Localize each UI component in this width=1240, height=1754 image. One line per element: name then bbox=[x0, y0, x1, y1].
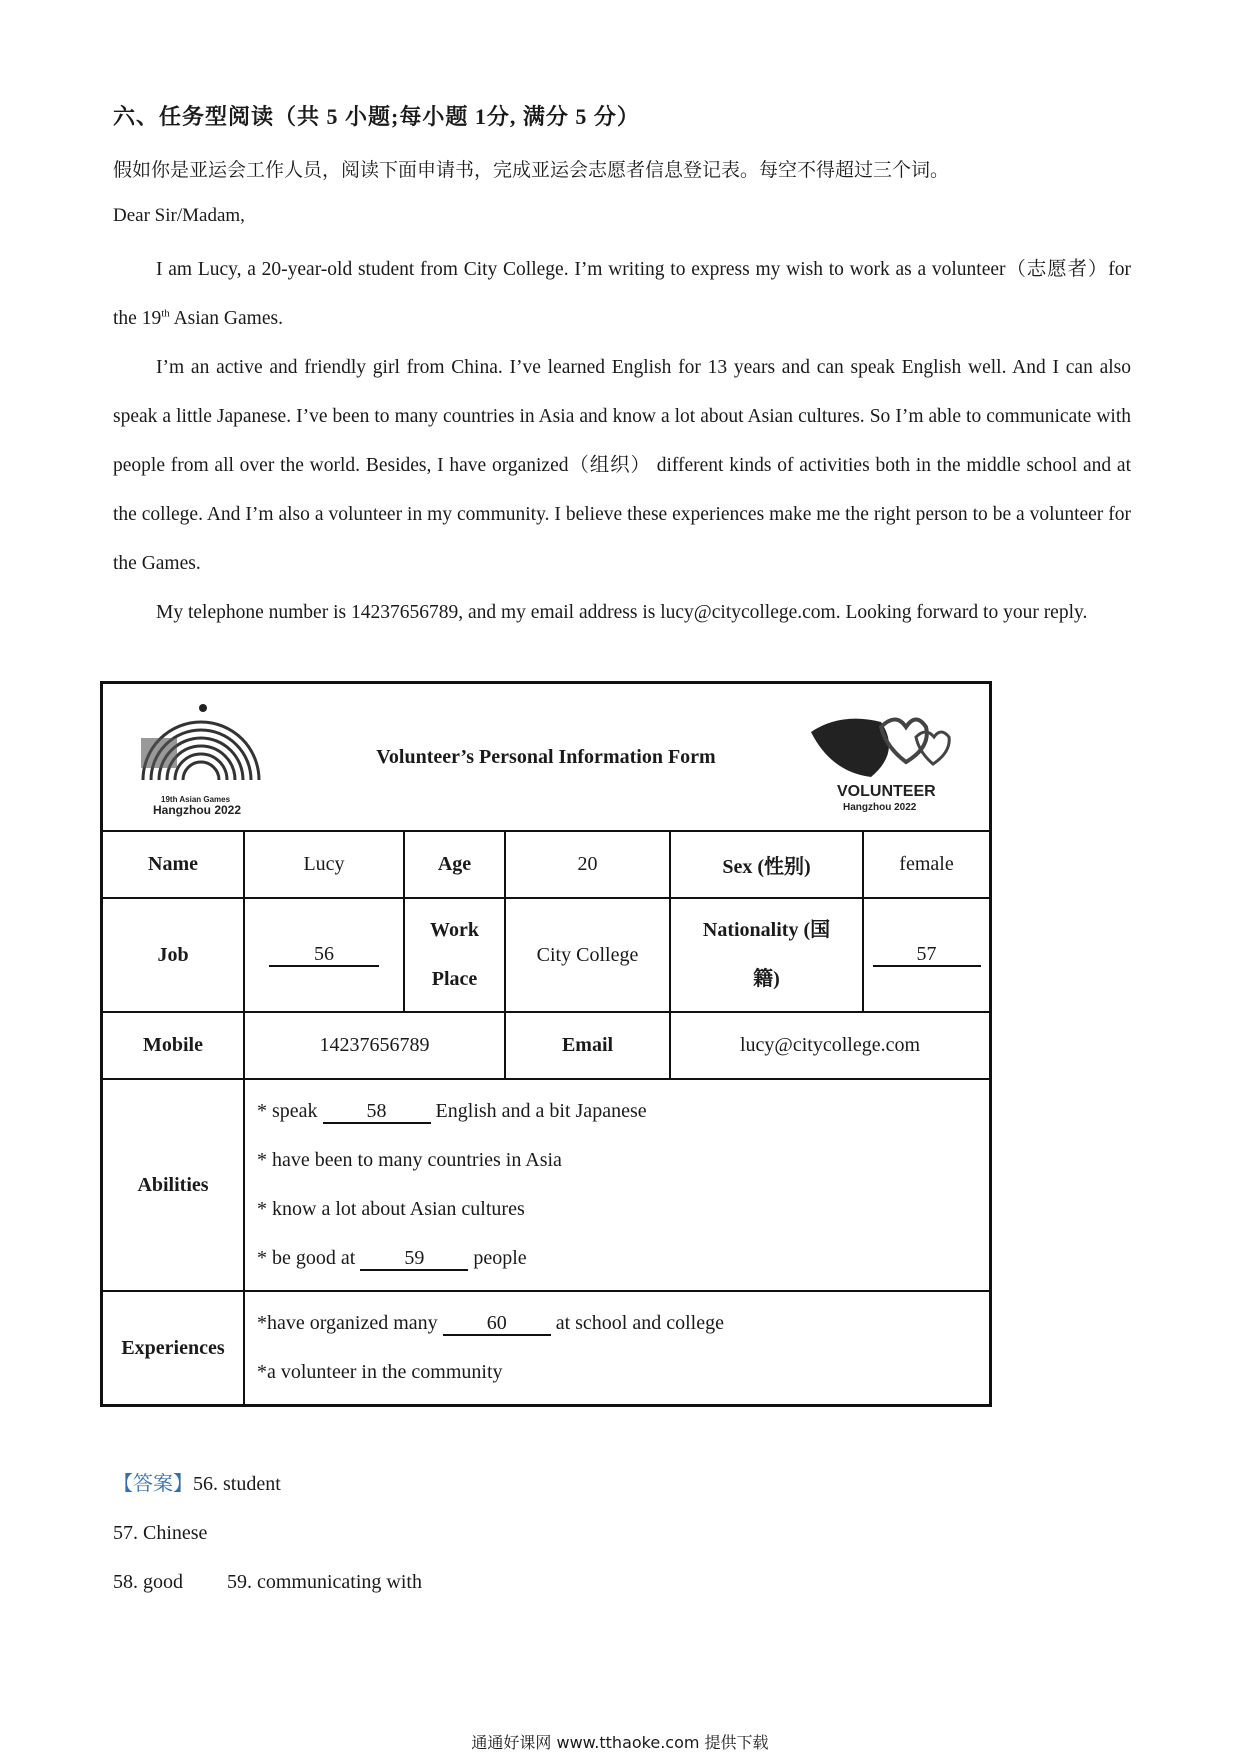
letter-paragraph-1: I am Lucy, a 20-year-old student from City College. I’m writing to express my wish to work as a volunteer（志愿者）for the 19th Asian Games. bbox=[113, 259, 1131, 329]
job-blank[interactable]: 56 bbox=[269, 943, 379, 967]
letter-body bbox=[113, 245, 1131, 637]
form-header bbox=[102, 683, 991, 832]
nationality-blank[interactable]: 57 bbox=[873, 943, 981, 967]
ability-item: * speak 58 English and a bit Japanese bbox=[257, 1100, 647, 1122]
sex-label: Sex (性别) bbox=[670, 831, 863, 898]
volunteer-logo-icon bbox=[801, 692, 961, 818]
form-title: Volunteer’s Personal Information Form bbox=[376, 746, 716, 768]
answer-line-1: 【答案】56. student bbox=[113, 1473, 281, 1495]
blank-58[interactable]: 58 bbox=[323, 1100, 431, 1124]
svg-text:Hangzhou 2022: Hangzhou 2022 bbox=[153, 803, 242, 817]
sex-value: female bbox=[863, 831, 991, 898]
volunteer-information-form bbox=[100, 681, 992, 1407]
svg-text:Hangzhou 2022: Hangzhou 2022 bbox=[843, 802, 917, 813]
answer-tag: 【答案】 bbox=[113, 1473, 193, 1495]
answer-line-3: 58. good 59. communicating with bbox=[113, 1571, 422, 1593]
work-place-label: Work Place bbox=[404, 898, 505, 1012]
email-label: Email bbox=[505, 1012, 670, 1079]
answer-line-2: 57. Chinese bbox=[113, 1522, 208, 1544]
ability-item: * be good at 59 people bbox=[257, 1247, 527, 1269]
abilities-label: Abilities bbox=[102, 1079, 245, 1291]
nationality-cell bbox=[863, 898, 991, 1012]
letter-paragraph-3: My telephone number is 14237656789, and my email address is lucy@citycollege.com. Looking forward to your reply. bbox=[156, 602, 1088, 623]
name-label: Name bbox=[102, 831, 245, 898]
ability-item: * have been to many countries in Asia bbox=[257, 1149, 562, 1171]
age-value: 20 bbox=[505, 831, 670, 898]
job-label: Job bbox=[102, 898, 245, 1012]
section-title: 六、任务型阅读（共 5 小题;每小题 1分, 满分 5 分） bbox=[113, 104, 640, 129]
work-place-value: City College bbox=[505, 898, 670, 1012]
ability-item: * know a lot about Asian cultures bbox=[257, 1198, 525, 1220]
answer-section bbox=[113, 1460, 422, 1607]
instruction: 假如你是亚运会工作人员，阅读下面申请书，完成亚运会志愿者信息登记表。每空不得超过三个词。 bbox=[113, 160, 950, 181]
nationality-label: Nationality (国 籍) bbox=[670, 898, 863, 1012]
name-value: Lucy bbox=[244, 831, 404, 898]
svg-text:VOLUNTEER: VOLUNTEER bbox=[837, 783, 936, 800]
age-label: Age bbox=[404, 831, 505, 898]
abilities-list bbox=[244, 1079, 991, 1291]
experiences-list bbox=[244, 1291, 991, 1406]
email-value: lucy@citycollege.com bbox=[670, 1012, 991, 1079]
page-footer: 通通好课网 www.tthaoke.com 提供下载 bbox=[471, 1733, 769, 1752]
experience-item: *a volunteer in the community bbox=[257, 1361, 503, 1383]
experience-item: *have organized many 60 at school and college bbox=[257, 1312, 724, 1334]
experiences-label: Experiences bbox=[102, 1291, 245, 1406]
svg-text:19th Asian Games: 19th Asian Games bbox=[161, 795, 231, 804]
mobile-value: 14237656789 bbox=[244, 1012, 505, 1079]
mobile-label: Mobile bbox=[102, 1012, 245, 1079]
blank-60[interactable]: 60 bbox=[443, 1312, 551, 1336]
job-cell bbox=[244, 898, 404, 1012]
letter-paragraph-2: I’m an active and friendly girl from China. I’ve learned English for 13 years and can speak English well. And I can also speak a little Japanese. I’ve been to many countries in Asia and know a lot about Asian cultures. So I’m able to communicate with people from all over the world. Besides, I have organized（组织） different kinds of activities both in the middle school and at the college. And I’m also a volunteer in my community. I believe these experiences make me the right person to be a volunteer for the Games. bbox=[113, 357, 1131, 574]
blank-59[interactable]: 59 bbox=[360, 1247, 468, 1271]
letter-salutation: Dear Sir/Madam, bbox=[113, 205, 245, 226]
